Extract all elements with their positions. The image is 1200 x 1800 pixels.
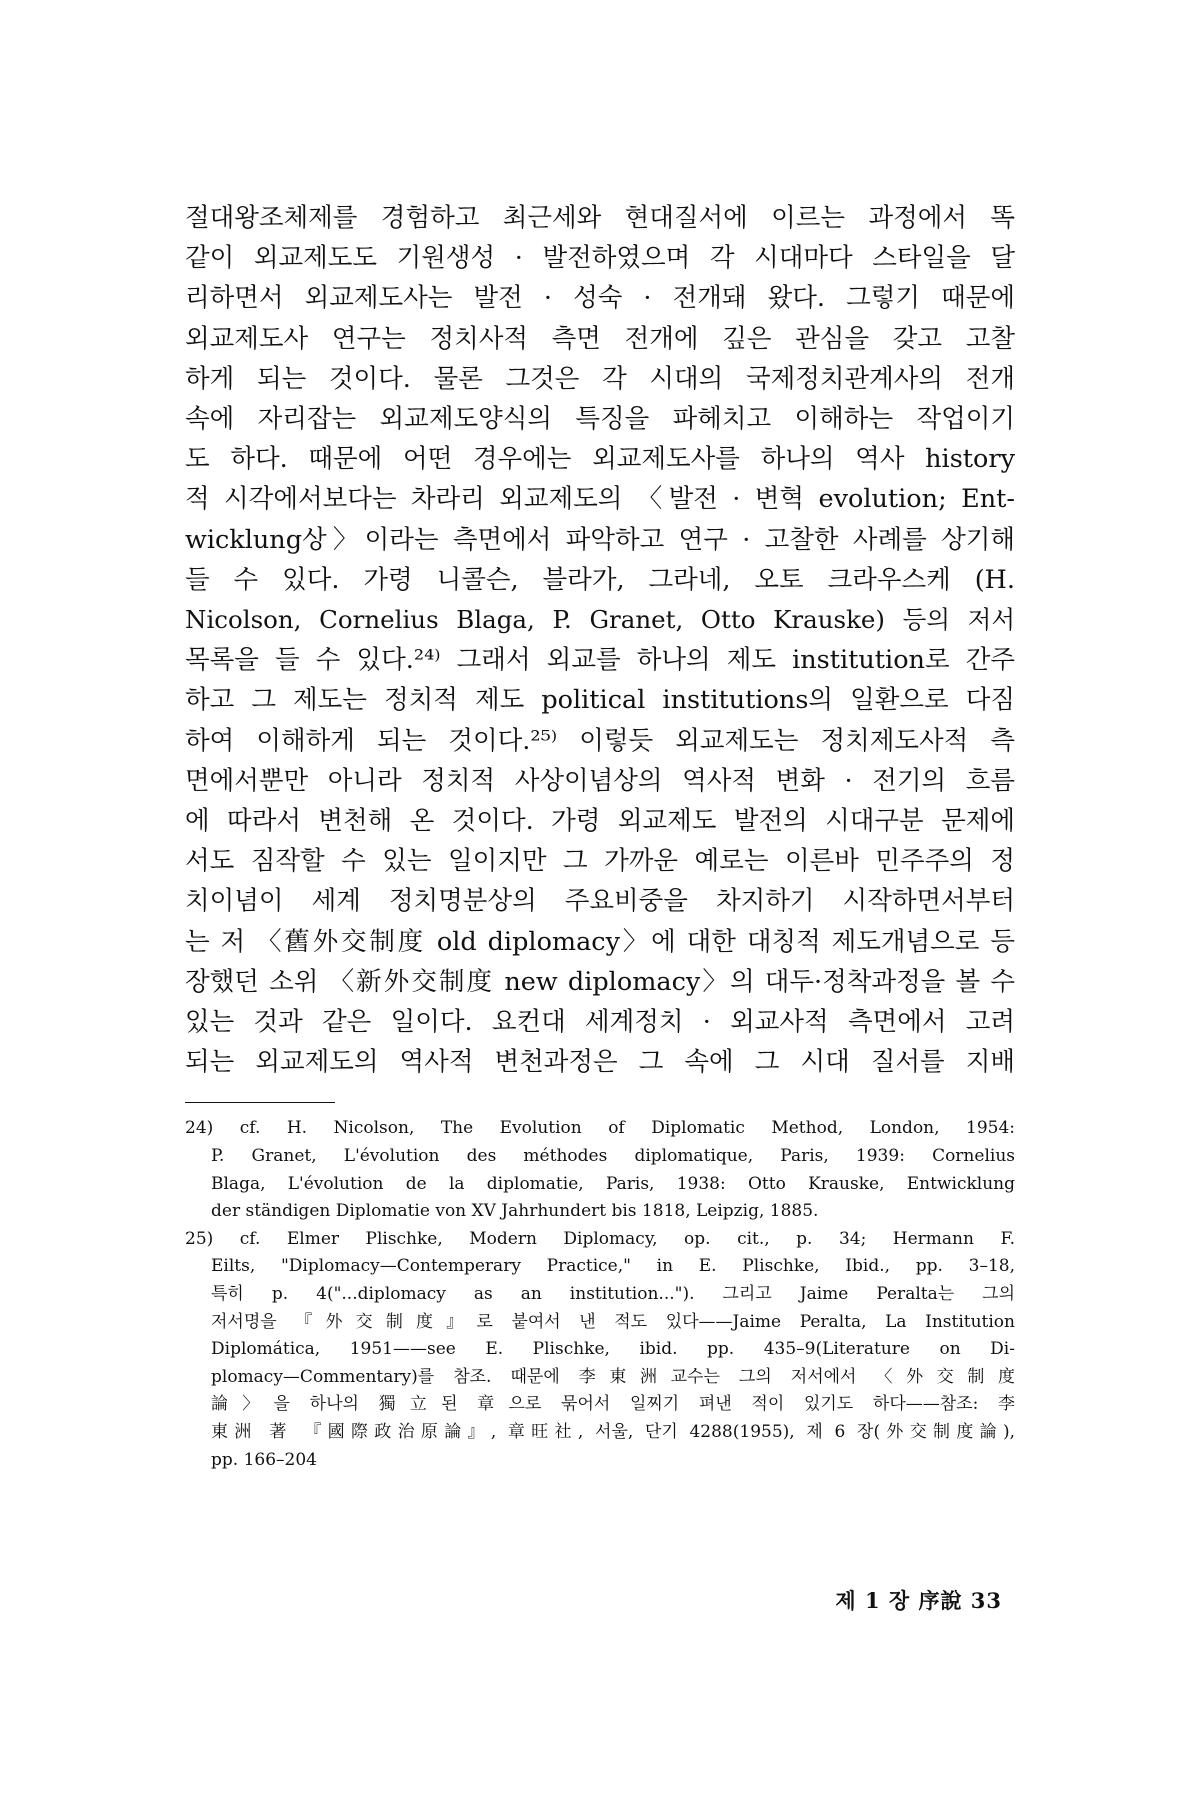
footnote-line: 특히 p. 4("...diplomacy as an institution..."). 그리고 Jaime Peralta는 그의 [211, 1284, 1015, 1305]
footnote-line: der ständigen Diplomatie von XV Jahrhundert bis 1818, Leipzig, 1885. [211, 1201, 819, 1222]
footnote-line: 24) cf. H. Nicolson, The Evolution of Diplomatic Method, London, 1954: [185, 1118, 1015, 1139]
body-line: 하게 되는 것이다. 물론 그것은 각 시대의 국제정치관계사의 전개 [185, 363, 1015, 394]
footnote-line: P. Granet, L'évolution des méthodes diplomatique, Paris, 1939: Cornelius [211, 1146, 1015, 1167]
body-line: 리하면서 외교제도사는 발전 · 성숙 · 전개돼 왔다. 그렇기 때문에 [185, 283, 1015, 314]
footnote-line: 25) cf. Elmer Plischke, Modern Diplomacy, op. cit., p. 34; Hermann F. [185, 1228, 1015, 1249]
footnote-line: 東洲 著 『國際政治原論』, 章旺社, 서울, 단기 4288(1955), 제 6 장(外交制度論), [211, 1422, 1015, 1442]
body-line: 같이 외교제도도 기원생성 · 발전하였으며 각 시대마다 스타일을 달 [185, 243, 1015, 274]
body-line: 도 하다. 때문에 어떤 경우에는 외교제도사를 하나의 역사 history [185, 444, 1015, 475]
footnote-line: Eilts, "Diplomacy—Contemperary Practice," in E. Plischke, Ibid., pp. 3–18, [211, 1256, 1015, 1277]
body-line: 하여 이해하게 되는 것이다.²⁵⁾ 이렇듯 외교제도는 정치제도사적 측 [185, 725, 1015, 756]
body-line: 에 따라서 변천해 온 것이다. 가령 외교제도 발전의 시대구분 문제에 [185, 806, 1015, 837]
body-line: 목록을 들 수 있다.²⁴⁾ 그래서 외교를 하나의 제도 institution로 간주 [185, 645, 1015, 676]
footnote-line: plomacy—Commentary)를 참조. 때문에 李東洲교수는 그의 저서에서 〈外交制度 [211, 1366, 1015, 1387]
body-text [185, 198, 1015, 1082]
body-line: 장했던 소위 〈新外交制度 new diplomacy〉의 대두·정착과정을 볼 수 [185, 966, 1015, 997]
footnote-line: pp. 166–204 [211, 1449, 317, 1470]
running-footer: 제 1 장 序說 33 [835, 1588, 1002, 1613]
body-line: 하고 그 제도는 정치적 제도 political institutions의 일환으로 다짐 [185, 685, 1015, 716]
footnote-line: 論〉을 하나의 獨立된 章으로 묶어서 일찌기 펴낸 적이 있기도 하다——참조: 李 [211, 1394, 1015, 1415]
footnote-line: 저서명을 『外交制度』로 붙여서 낸 적도 있다——Jaime Peralta, La Institution [211, 1311, 1015, 1332]
body-line: Nicolson, Cornelius Blaga, P. Granet, Otto Krauske) 등의 저서 [185, 605, 1015, 635]
body-line: 들 수 있다. 가령 니콜슨, 블라가, 그라네, 오토 크라우스케 (H. [185, 564, 1015, 595]
body-line: 되는 외교제도의 역사적 변천과정은 그 속에 그 시대 질서를 지배 [185, 1047, 1015, 1078]
page-content [185, 198, 1015, 1474]
body-line: 서도 짐작할 수 있는 일이지만 그 가까운 예로는 이른바 민주주의 정 [185, 846, 1015, 877]
footnote-line: Diplomática, 1951——see E. Plischke, ibid. pp. 435–9(Literature on Di- [211, 1339, 1015, 1360]
body-line: 속에 자리잡는 외교제도양식의 특징을 파헤치고 이해하는 작업이기 [185, 404, 1015, 435]
footnote-line: Blaga, L'évolution de la diplomatie, Paris, 1938: Otto Krauske, Entwicklung [211, 1173, 1015, 1194]
body-line: 적 시각에서보다는 차라리 외교제도의 〈발전 · 변혁 evolution; Ent- [185, 484, 1015, 515]
footnotes [185, 1115, 1015, 1474]
footnote-divider [185, 1102, 335, 1103]
body-line: 있는 것과 같은 일이다. 요컨대 세계정치 · 외교사적 측면에서 고려 [185, 1007, 1015, 1038]
body-line: 치이념이 세계 정치명분상의 주요비중을 차지하기 시작하면서부터 [185, 886, 1015, 917]
body-line: 면에서뿐만 아니라 정치적 사상이념상의 역사적 변화 · 전기의 흐름 [185, 765, 1015, 796]
body-line: 절대왕조체제를 경험하고 최근세와 현대질서에 이르는 과정에서 똑 [185, 203, 1015, 233]
body-line: 는 저 〈舊外交制度 old diplomacy〉에 대한 대칭적 제도개념으로 등 [185, 926, 1015, 957]
body-line: wicklung상〉이라는 측면에서 파악하고 연구 · 고찰한 사례를 상기해 [185, 524, 1015, 555]
body-line: 외교제도사 연구는 정치사적 측면 전개에 깊은 관심을 갖고 고찰 [185, 323, 1015, 354]
